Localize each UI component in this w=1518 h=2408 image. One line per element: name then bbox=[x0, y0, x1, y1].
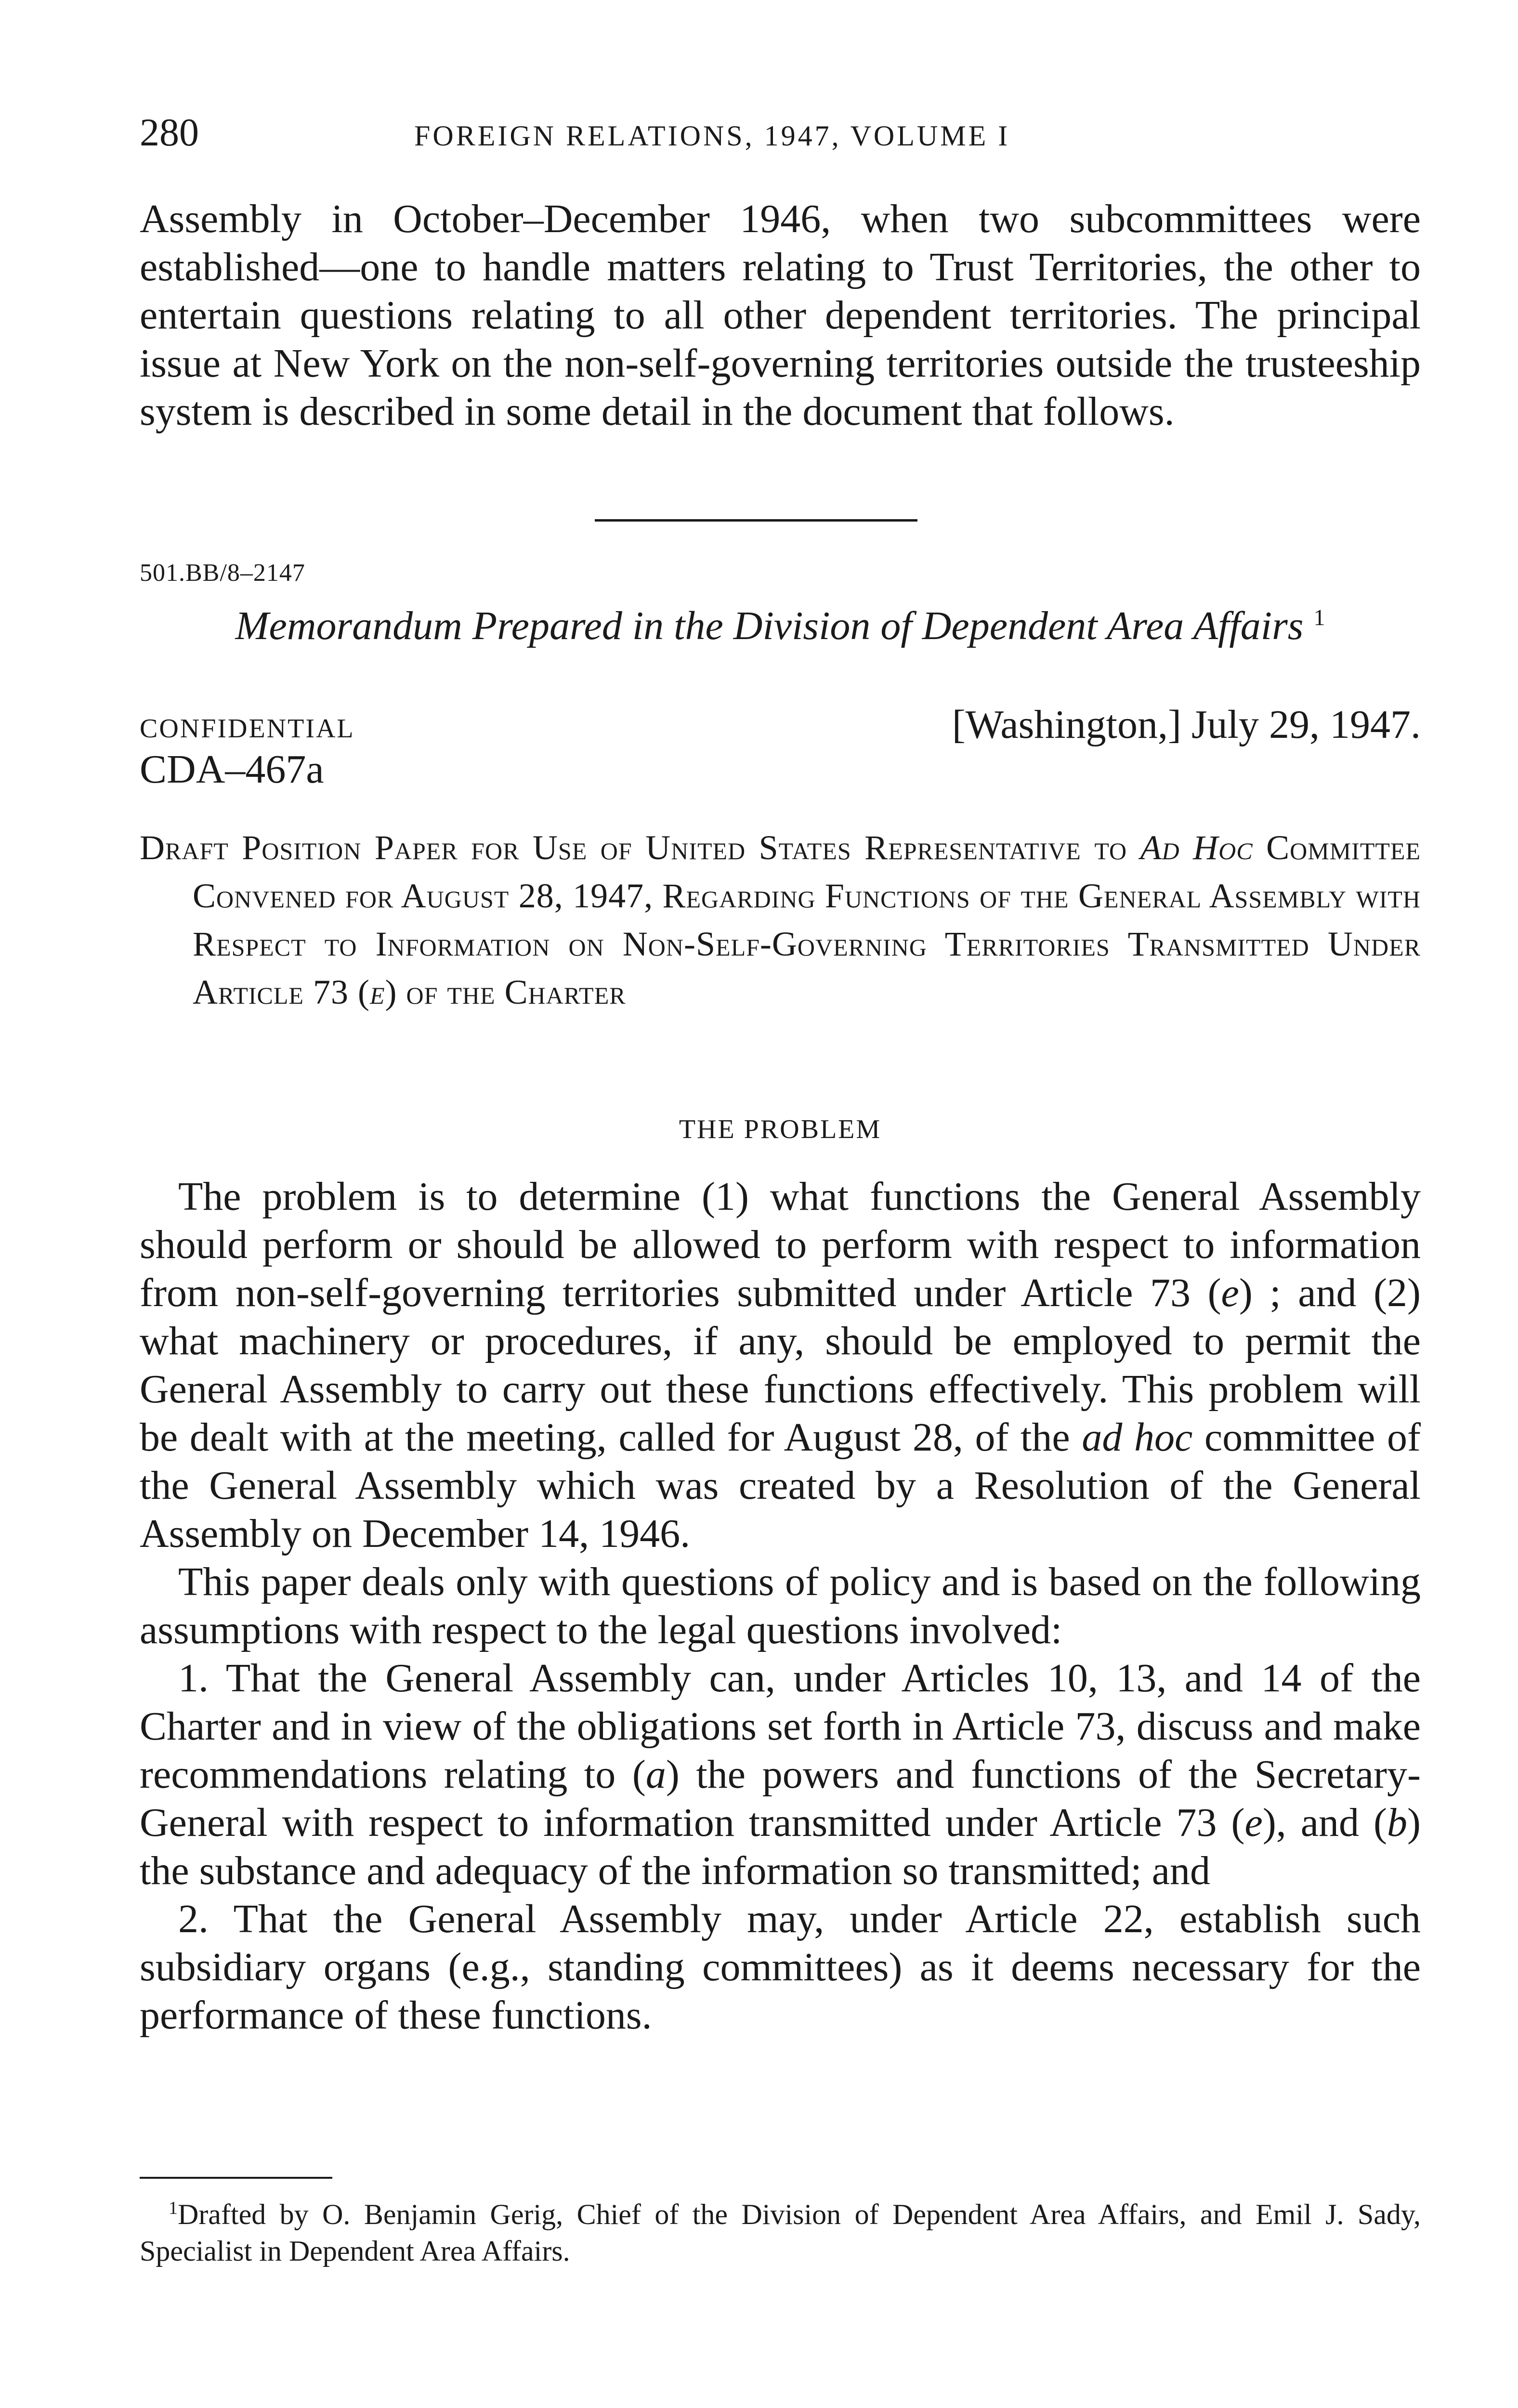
p3-part-a: 1. That the General Assembly can, under Articles 10, 13, and 14 of the Charter and in view of the obligations set forth in Article 73, discuss and make recommendations relating to ( bbox=[140, 1656, 1421, 1797]
section-divider bbox=[595, 519, 917, 522]
p3-part-b: ) the powers and functions of the Secretary-General with respect to information transmitted under Article 73 ( bbox=[140, 1752, 1421, 1845]
footnote-reference[interactable]: 1 bbox=[1313, 605, 1325, 630]
page-number: 280 bbox=[140, 110, 199, 154]
section-heading: THE PROBLEM bbox=[679, 1114, 882, 1144]
footnote bbox=[140, 2196, 1421, 2269]
classification-label: CONFIDENTIAL bbox=[140, 714, 355, 744]
p1-part-c: committee of the General Assembly which was created by a Resolution of the General Assembly on December 14, 1946. bbox=[140, 1415, 1421, 1556]
footnote-text: Drafted by O. Benjamin Gerig, Chief of the Division of Dependent Area Affairs, and Emil J. Sady, Specialist in Dependent Area Affairs. bbox=[140, 2199, 1421, 2267]
p3-e: e bbox=[1244, 1800, 1263, 1845]
p3-letter-b: b bbox=[1387, 1800, 1408, 1845]
draft-title-part-1: Draft Position Paper for Use of United States Representative to bbox=[140, 828, 1140, 867]
p1-e: e bbox=[1221, 1270, 1239, 1315]
intro-paragraph: Assembly in October–December 1946, when two subcommittees were established—one to handle matters relating to Trust Territories, the other to entertain questions relating to all other dependent territories. The principal issue at New York on the non-self-governing territories outside the trusteeship system is described in some detail in the document that follows. bbox=[140, 196, 1421, 434]
running-head bbox=[140, 108, 1421, 161]
file-reference: 501.BB/8–2147 bbox=[140, 559, 305, 587]
p1-part-a: The problem is to determine (1) what functions the General Assembly should perform or should be allowed to perform with respect to information from non-self-governing territories submitted under Article 73 ( bbox=[140, 1174, 1421, 1315]
p3-letter-a: a bbox=[645, 1752, 666, 1797]
body-paragraph-2: This paper deals only with questions of policy and is based on the following assumptions with respect to the legal questions involved: bbox=[140, 1559, 1421, 1652]
p3-part-c: ), and ( bbox=[1262, 1800, 1387, 1845]
memorandum-title-text: Memorandum Prepared in the Division of Dependent Area Affairs bbox=[235, 603, 1304, 648]
draft-title-e: e bbox=[369, 973, 385, 1011]
memorandum-title bbox=[140, 602, 1421, 650]
body-paragraph-3 bbox=[140, 1654, 1421, 1895]
draft-title-part-3: ) of the Charter bbox=[385, 973, 626, 1011]
running-title: FOREIGN RELATIONS, 1947, VOLUME I bbox=[414, 120, 1010, 152]
p1-part-b: ) ; and (2) what machinery or procedures, if any, should be employed to permit the General Assembly to carry out these functions effectively. This problem will be dealt with at the meeting, called for August 28, of the bbox=[140, 1270, 1421, 1460]
body-paragraph-1 bbox=[140, 1173, 1421, 1558]
body-paragraph-4: 2. That the General Assembly may, under Article 22, establish such subsidiary organs (e.g., standing committees) as it deems necessary for the performance of these functions. bbox=[140, 1897, 1421, 2038]
draft-title-ad-hoc: Ad Hoc bbox=[1140, 828, 1253, 867]
draft-position-paper-title bbox=[140, 824, 1421, 1016]
draft-title-part-2: Committee Convened for August 28, 1947, Regarding Functions of the General Assembly with Respect to Information on Non-Self-Governing Territories Transmitted Under Article 73 ( bbox=[193, 828, 1421, 1011]
p1-ad-hoc: ad hoc bbox=[1082, 1415, 1193, 1460]
footnote-marker: 1 bbox=[169, 2198, 178, 2218]
p3-part-d: ) the substance and adequacy of the information so transmitted; and bbox=[140, 1800, 1421, 1893]
dateline: [Washington,] July 29, 1947. bbox=[952, 702, 1421, 747]
document-id: CDA–467a bbox=[140, 747, 324, 792]
body-text bbox=[140, 1173, 1421, 2040]
footnote-divider bbox=[140, 2177, 332, 2179]
